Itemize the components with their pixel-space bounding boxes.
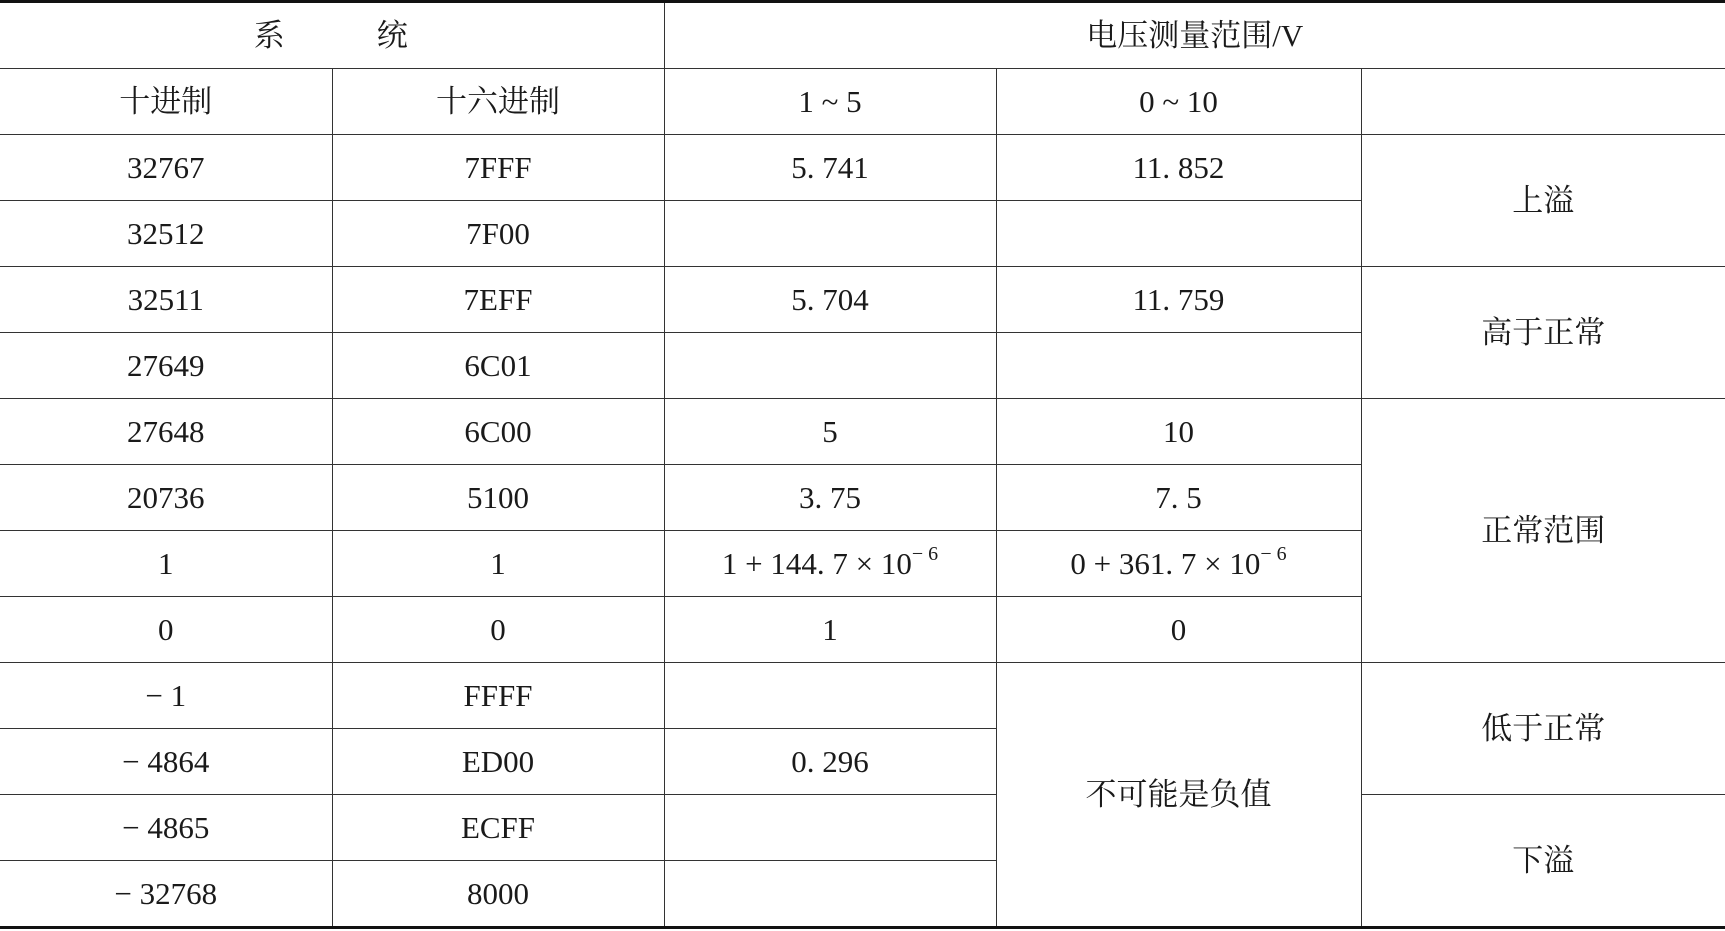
voltage-0-10-cell xyxy=(996,201,1361,267)
range-above-normal: 高于正常 xyxy=(1361,267,1725,399)
system-header xyxy=(0,2,664,69)
voltage-1-5-cell: 5. 704 xyxy=(664,267,996,333)
voltage-1-5-cell xyxy=(664,663,996,729)
voltage-0-10-cell: 7. 5 xyxy=(996,465,1361,531)
voltage-1-5-cell xyxy=(664,795,996,861)
table-row xyxy=(0,795,1725,861)
range-underflow: 下溢 xyxy=(1361,795,1725,928)
decimal-cell: 1 xyxy=(0,531,332,597)
table-row xyxy=(0,399,1725,465)
hex-cell: 5100 xyxy=(332,465,664,531)
hex-header: 十六进制 xyxy=(332,69,664,135)
decimal-cell: 32512 xyxy=(0,201,332,267)
decimal-cell: − 4864 xyxy=(0,729,332,795)
voltage-0-10-cell: 11. 759 xyxy=(996,267,1361,333)
hex-cell: 7EFF xyxy=(332,267,664,333)
table-row xyxy=(0,663,1725,729)
decimal-cell: 0 xyxy=(0,597,332,663)
no-negative-cell: 不可能是负值 xyxy=(996,663,1361,928)
hex-cell: 6C01 xyxy=(332,333,664,399)
decimal-cell: 27648 xyxy=(0,399,332,465)
range-0-10-header: 0 ~ 10 xyxy=(996,69,1361,135)
system-header-second: 统 xyxy=(376,18,410,53)
voltage-1-5-exponent: − 6 xyxy=(911,543,939,565)
voltage-1-5-cell: 1 xyxy=(664,597,996,663)
voltage-0-10-cell: 10 xyxy=(996,399,1361,465)
range-normal: 正常范围 xyxy=(1361,399,1725,663)
voltage-1-5-cell xyxy=(664,531,996,597)
voltage-range-header: 电压测量范围/V xyxy=(664,2,1725,69)
hex-cell: 1 xyxy=(332,531,664,597)
hex-cell: ED00 xyxy=(332,729,664,795)
voltage-0-10-cell: 0 xyxy=(996,597,1361,663)
voltage-1-5-cell: 5 xyxy=(664,399,996,465)
hex-cell: 7F00 xyxy=(332,201,664,267)
voltage-1-5-cell xyxy=(664,861,996,928)
decimal-cell: 27649 xyxy=(0,333,332,399)
decimal-cell: 32767 xyxy=(0,135,332,201)
decimal-cell: − 32768 xyxy=(0,861,332,928)
hex-cell: 6C00 xyxy=(332,399,664,465)
voltage-1-5-cell: 3. 75 xyxy=(664,465,996,531)
range-1-5-header: 1 ~ 5 xyxy=(664,69,996,135)
voltage-1-5-base: 1 + 144. 7 × 10 xyxy=(721,546,912,581)
hex-cell: ECFF xyxy=(332,795,664,861)
hex-cell: 8000 xyxy=(332,861,664,928)
decimal-header: 十进制 xyxy=(0,69,332,135)
decimal-cell: 32511 xyxy=(0,267,332,333)
header-row-1 xyxy=(0,2,1725,69)
decimal-cell: − 4865 xyxy=(0,795,332,861)
decimal-cell: 20736 xyxy=(0,465,332,531)
range-overflow: 上溢 xyxy=(1361,135,1725,267)
hex-cell: FFFF xyxy=(332,663,664,729)
header-row-2 xyxy=(0,69,1725,135)
range-label-header xyxy=(1361,69,1725,135)
system-header-first: 系 xyxy=(253,18,287,53)
voltage-0-10-base: 0 + 361. 7 × 10 xyxy=(1070,546,1261,581)
voltage-0-10-cell xyxy=(996,531,1361,597)
voltage-0-10-exponent: − 6 xyxy=(1260,543,1287,565)
table-row xyxy=(0,267,1725,333)
voltage-1-5-cell xyxy=(664,201,996,267)
voltage-1-5-cell: 0. 296 xyxy=(664,729,996,795)
voltage-1-5-cell: 5. 741 xyxy=(664,135,996,201)
hex-cell: 7FFF xyxy=(332,135,664,201)
range-below-normal: 低于正常 xyxy=(1361,663,1725,795)
decimal-cell: − 1 xyxy=(0,663,332,729)
voltage-0-10-cell xyxy=(996,333,1361,399)
table-row xyxy=(0,135,1725,201)
voltage-1-5-cell xyxy=(664,333,996,399)
voltage-0-10-cell: 11. 852 xyxy=(996,135,1361,201)
hex-cell: 0 xyxy=(332,597,664,663)
